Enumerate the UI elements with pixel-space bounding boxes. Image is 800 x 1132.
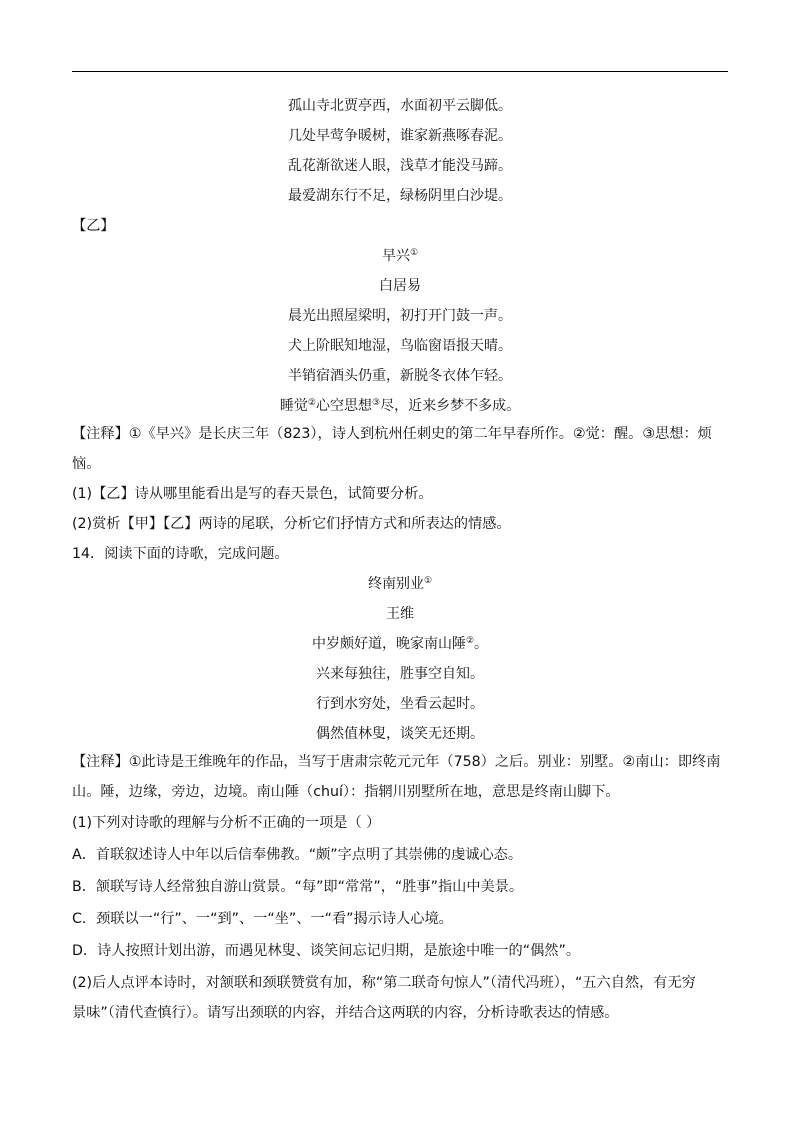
poem-c-title-note-mark: ① [423, 576, 433, 586]
poem-b-note-line-2: 恼。 [72, 456, 101, 472]
poem-c-line-4: 偶然值林叟，谈笑无还期。 [316, 726, 484, 742]
option-b: B．颔联写诗人经常独自游山赏景。“每”即“常常”，“胜事”指山中美景。 [72, 879, 524, 895]
question-13-2: (2)赏析【甲】【乙】两诗的尾联，分析它们抒情方式和所表达的情感。 [72, 516, 511, 532]
poem-a-line-4: 最爱湖东行不足，绿杨阴里白沙堤。 [288, 188, 512, 204]
poem-c-note-line-2: 山。陲，边缘，旁边，边境。南山陲（chuí）：指辋川别墅所在地，意思是终南山脚下。 [72, 784, 620, 800]
option-d: D．诗人按照计划出游，而遇见林叟、谈笑间忘记归期，是旅途中唯一的“偶然”。 [72, 943, 581, 959]
poem-b-line-3: 半销宿酒头仍重，新脱冬衣体乍轻。 [288, 368, 512, 384]
question-14-2-line-2: 景味”（清代查慎行）。请写出颈联的内容，并结合这两联的内容，分析诗歌表达的情感。 [72, 1005, 619, 1021]
poem-a-line-3: 乱花渐欲迷人眼，浅草才能没马蹄。 [288, 158, 512, 174]
poem-b-label: 【乙】 [72, 218, 115, 234]
question-14-2-line-1: (2)后人点评本诗时，对颔联和颈联赞赏有加，称“第二联奇句惊人”（清代冯班），“五六自然，有无穷 [72, 975, 696, 991]
header-rule [72, 71, 728, 72]
poem-b-line-1: 晨光出照屋梁明，初打开门鼓一声。 [288, 308, 512, 324]
poem-b-author: 白居易 [379, 278, 421, 294]
poem-a-line-2: 几处早莺争暖树，谁家新燕啄春泥。 [288, 128, 512, 144]
note-mark-3: ③ [372, 398, 381, 408]
question-14-intro: 14．阅读下面的诗歌，完成问题。 [72, 546, 289, 562]
poem-c-author: 王维 [386, 606, 414, 622]
poem-b-line-4-part-2: 心空思想 [316, 398, 372, 414]
poem-a-line-1: 孤山寺北贾亭西，水面初平云脚低。 [288, 98, 512, 114]
poem-b-line-4 [72, 396, 728, 416]
question-14-2 [72, 968, 728, 1028]
poem-c-line-3: 行到水穷处，坐看云起时。 [316, 696, 484, 712]
poem-b-title-text: 早兴 [381, 248, 410, 264]
poem-c-line-1-part-2: 。 [474, 636, 489, 652]
question-13-1: (1)【乙】诗从哪里能看出是写的春天景色，试简要分析。 [72, 486, 433, 502]
question-14-1: (1)下列对诗歌的理解与分析不正确的一项是（ ） [72, 815, 381, 831]
poem-b-title [72, 246, 728, 266]
poem-b-note [72, 419, 728, 479]
poem-c-line-1-part-1: 中岁颇好道，晚家南山陲 [311, 636, 466, 652]
poem-b-line-4-part-1: 睡觉 [279, 398, 308, 414]
poem-c-note [72, 747, 728, 807]
poem-c-title-text: 终南别业 [367, 576, 424, 592]
option-c: C．颈联以一“行”、一“到”、一“坐”、一“看”揭示诗人心境。 [72, 911, 453, 927]
poem-b-line-4-part-3: 尽，近来乡梦不多成。 [380, 398, 521, 414]
note-mark-2: ② [307, 398, 316, 408]
poem-c-title [72, 574, 728, 594]
option-a: A．首联叙述诗人中年以后信奉佛教。“颇”字点明了其崇佛的虔诚心态。 [72, 847, 523, 863]
poem-b-line-2: 犬上阶眠知地湿，鸟临窗语报天晴。 [288, 338, 512, 354]
poem-c-note-line-1: 【注释】①此诗是王维晚年的作品，当写于唐肃宗乾元元年（758）之后。别业：别墅。②南山：即终南 [72, 754, 721, 770]
poem-b-note-line-1: 【注释】①《早兴》是长庆三年（823），诗人到杭州任刺史的第二年早春所作。②觉：醒。③思想：烦 [72, 426, 712, 442]
poem-c-note-mark-2: ② [465, 636, 475, 646]
poem-c-line-2: 兴来每独往，胜事空自知。 [316, 666, 484, 682]
poem-c-line-1 [72, 634, 728, 654]
poem-b-title-note-mark: ① [409, 248, 419, 258]
